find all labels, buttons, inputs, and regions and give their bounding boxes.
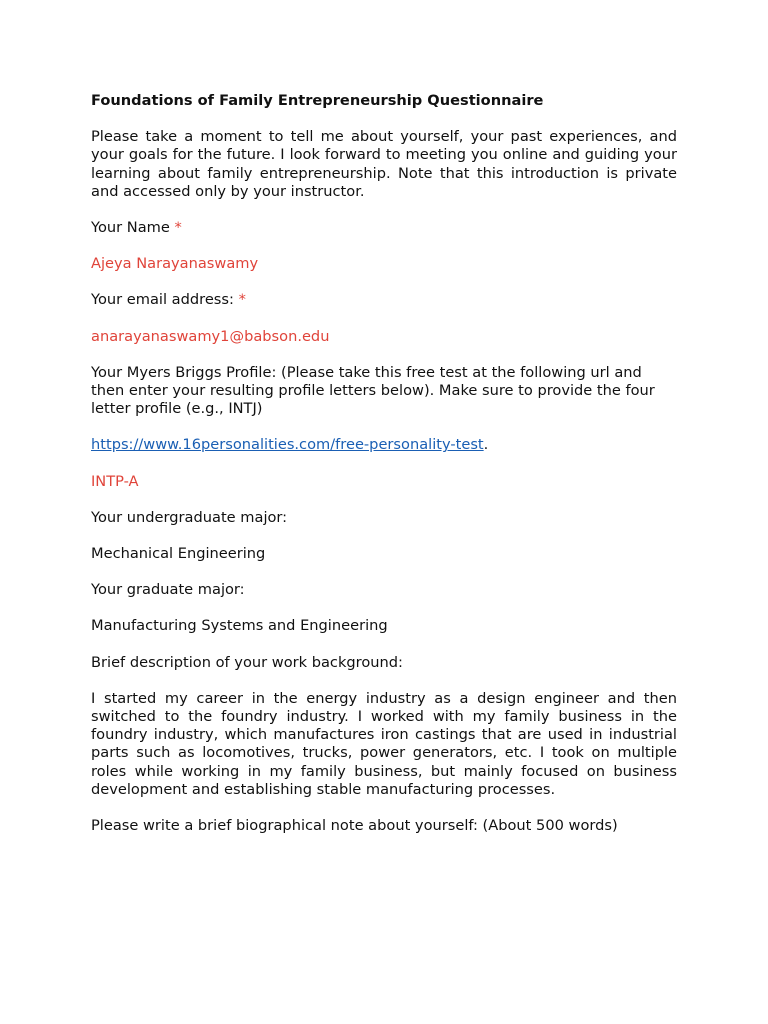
- grad-answer: Manufacturing Systems and Engineering: [91, 617, 388, 635]
- email-answer: anarayanaswamy1@babson.edu: [91, 327, 330, 345]
- grad-question: Your graduate major:: [91, 581, 245, 599]
- document-title: Foundations of Family Entrepreneurship Questionnaire: [91, 92, 544, 109]
- mbti-question: Your Myers Briggs Profile: (Please take this free test at the following url and then enter your resulting profile letters below). Make sure to provide the four letter profile (e.g., INTJ): [91, 363, 655, 418]
- personality-test-link[interactable]: https://www.16personalities.com/free-personality-test: [91, 436, 484, 454]
- name-answer: Ajeya Narayanaswamy: [91, 255, 259, 273]
- link-suffix: .: [483, 436, 489, 454]
- undergrad-question: Your undergraduate major:: [91, 508, 288, 526]
- mbti-link-line: [91, 436, 677, 454]
- email-question: [91, 291, 677, 309]
- intro-paragraph: Please take a moment to tell me about yourself, your past experiences, and your goals for the future. I look forward to meeting you online and guiding your learning about family entrepreneurship. Note that this introduction is private and accessed only by your instructor.: [91, 128, 677, 200]
- work-answer: I started my career in the energy industry as a design engineer and then switched to the foundry industry. I worked with my family business in the foundry industry, which manufactures iron castings that are used in industrial parts such as locomotives, trucks, power generators, etc. I took on multiple roles while working in my family business, but mainly focused on business development and establishing stable manufacturing processes.: [91, 689, 677, 798]
- bio-question: Please write a brief biographical note about yourself: (About 500 words): [91, 817, 618, 835]
- mbti-answer: INTP-A: [91, 472, 139, 490]
- undergrad-answer: Mechanical Engineering: [91, 545, 266, 563]
- required-marker: *: [238, 291, 246, 309]
- work-question: Brief description of your work background:: [91, 653, 403, 671]
- name-label: Your Name: [91, 219, 170, 237]
- required-marker: *: [174, 219, 182, 237]
- email-label: Your email address:: [91, 291, 234, 309]
- name-question: [91, 219, 677, 237]
